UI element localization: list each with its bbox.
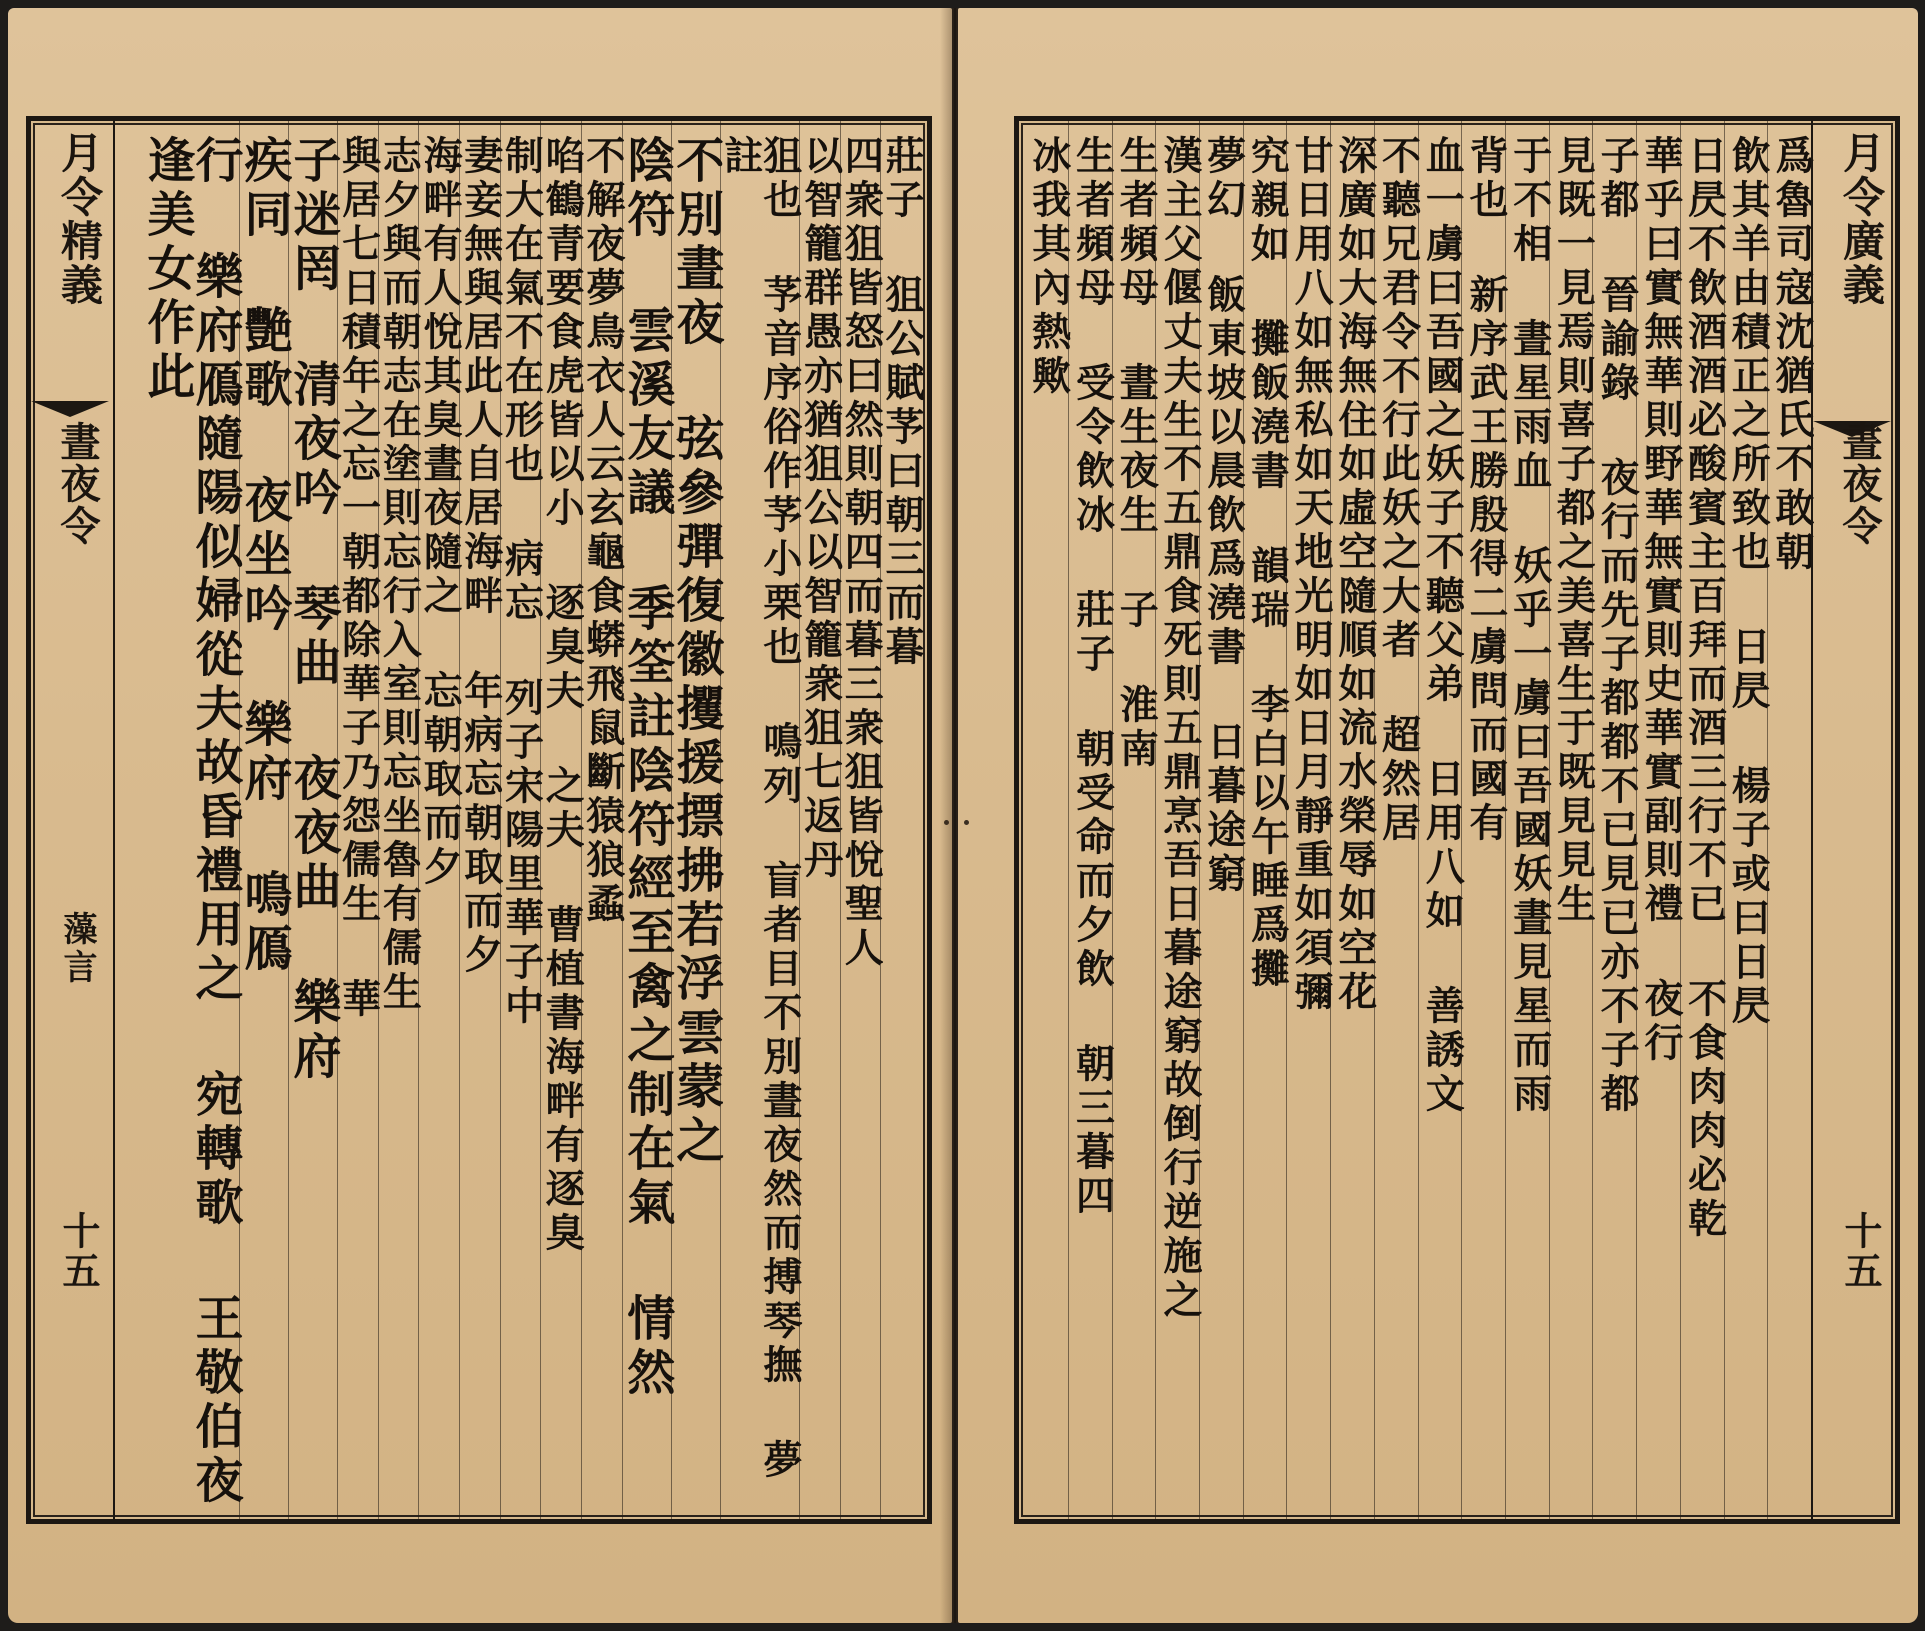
right-banxin-section: 晝夜令	[1836, 421, 1883, 547]
text-column: 與居七日積年之忘一朝都除華子乃怨儒生 華	[337, 121, 378, 1519]
right-banxin-title: 月令廣義	[1837, 131, 1886, 307]
text-column: 制大在氣不在形也 病忘 列子宋陽里華子中	[500, 121, 541, 1519]
text-column: 行 樂府鴈隨陽似婦從夫故昏禮用之 宛轉歌 王敬伯夜逢美女作此	[138, 135, 243, 1509]
text-column: 深廣如大海無住如虛空隨順如流水榮辱如空花	[1330, 121, 1374, 1519]
left-banxin-title: 月令精義	[55, 131, 104, 307]
left-banxin-note: 藻言	[57, 911, 97, 987]
right-banxin-folio: 十五	[1838, 1211, 1883, 1291]
right-banxin	[1811, 121, 1895, 1519]
binding-hole-icon	[964, 820, 969, 825]
text-column: 妻妾無與居此人自居海畔 年病忘朝取而夕	[459, 121, 500, 1519]
text-column: 不聽兄君令不行此妖之大者 超然居	[1374, 121, 1418, 1519]
right-page-border	[1014, 116, 1900, 1524]
text-column: 生者頻母 受令飲冰 莊子 朝受命而夕飲 朝三暮四	[1068, 121, 1112, 1519]
left-text-columns	[138, 121, 925, 1519]
text-column: 莊子 狙公賦芧曰朝三而暮	[880, 121, 921, 1519]
text-column: 疾同 艷歌 夜坐吟 樂府 鳴鴈	[239, 121, 288, 1519]
text-column: 背也 新序武王勝殷得二虜問而國有	[1461, 121, 1505, 1519]
text-column: 爲魯司寇沈猶氏不敢朝	[1767, 121, 1811, 1519]
left-page	[8, 8, 952, 1623]
text-column: 子迷罔 清夜吟 琴曲 夜夜曲 樂府	[288, 121, 337, 1519]
text-column: 漢主父偃丈夫生不五鼎食死則五鼎烹吾日暮途窮故倒行逆施之	[1155, 121, 1199, 1519]
left-banxin-section: 晝夜令	[54, 421, 101, 547]
right-page	[958, 8, 1918, 1623]
text-column: 啗鶴青要食虎皆以小 逐臭夫 之夫 曹植書海畔有逐臭	[540, 121, 581, 1519]
text-column: 狙也 芧音序俗作芧小栗也 鳴列 盲者目不別晝夜然而搏琴撫 夢註	[720, 121, 799, 1519]
left-banxin-folio: 十五	[56, 1211, 101, 1291]
text-column: 華乎曰實無華則野華無實則史華實副則禮 夜行	[1636, 121, 1680, 1519]
text-column: 夢幻 飯東坡以晨飲爲澆書 日暮途窮	[1199, 121, 1243, 1519]
text-column: 不別晝夜 弦參彈復徽攫援摽拂若浮雲蒙之	[671, 121, 720, 1519]
text-column: 究親如 攤飯澆書 韻瑞 李白以午睡爲攤	[1243, 121, 1287, 1519]
text-column: 四衆狙皆怒曰然則朝四而暮三衆狙皆悅聖人	[840, 121, 881, 1519]
right-text-columns	[1025, 121, 1815, 1519]
text-column: 以智籠群愚亦猶狙公以智籠衆狙七返丹	[799, 121, 840, 1519]
text-column: 于不相 晝星雨血 妖乎一虜曰吾國妖晝見星而雨	[1505, 121, 1549, 1519]
text-column: 陰符 雲溪友議 季筌註陰符經至禽之制在氣 情然	[622, 121, 671, 1519]
text-column: 志夕與而朝志在塗則忘行入室則忘坐魯有儒生	[378, 121, 419, 1519]
text-column: 生者頻母 晝生夜生 子 淮南	[1112, 121, 1156, 1519]
left-page-border	[26, 116, 932, 1524]
text-column: 日昃不飲酒酒必酸賓主百拜而酒三行不已 不食肉肉必乾	[1680, 121, 1724, 1519]
text-column: 甘日用八如無私如天地光明如日月靜重如須彌	[1286, 121, 1330, 1519]
fishtail-mark-icon	[31, 401, 109, 417]
text-column: 子都 晉諭錄 夜行而先子都都不已見已亦不子都	[1592, 121, 1636, 1519]
text-column: 見既一見焉則喜子都之美喜生于既見見生	[1549, 121, 1593, 1519]
text-column: 飲其羊由積正之所致也 日昃 楊子或曰日昃	[1724, 121, 1768, 1519]
text-column: 冰我其內熱歟	[1025, 135, 1072, 399]
text-column: 海畔有人悅其臭晝夜隨之 忘朝取而夕	[418, 121, 459, 1519]
left-banxin	[31, 121, 115, 1519]
text-column: 血一虜曰吾國之妖子不聽父弟 日用八如 善誘文	[1418, 121, 1462, 1519]
text-column: 不解夜夢鳥衣人云玄龜食蟒飛鼠斷猿狼蟊	[581, 121, 622, 1519]
